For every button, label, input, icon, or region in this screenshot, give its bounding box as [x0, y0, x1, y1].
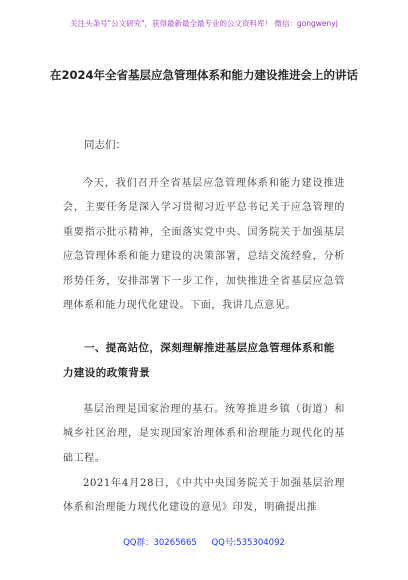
salutation: 同志们： [84, 139, 126, 151]
section-heading-1: 一、提高站位，深刻理解推进基层应急管理体系和能力建设的政策背景 [63, 342, 335, 379]
document-title: 在2024年全省基层应急管理体系和能力建设推进会上的讲话 [49, 68, 358, 82]
footer-qq-group: QQ群：30265665 [123, 538, 197, 548]
header-banner: 关注头条号"公文研究"，获得最新最全最专业的公文资料库！ 微信：gongwenyj [70, 19, 338, 28]
paragraph-basic-governance: 基层治理是国家治理的基石。统筹推进乡镇（街道）和城乡社区治理，是实现国家治理体系和治理能力现代化的基础工程。 [63, 404, 345, 464]
paragraph-policy-date: 2021年4月28日，《中共中央国务院关于加强基层治理体系和治理能力现代化建设的意见》印发，明确提出推 [63, 478, 345, 514]
footer-qq: QQ号:535304092 [211, 538, 285, 548]
paragraph-intro: 今天，我们召开全省基层应急管理体系和能力建设推进会，主要任务是深入学习贯彻习近平总书记关于应急管理的重要指示批示精神，全面落实党中央、国务院关于加强基层应急管理体系和能力建设的决策部署，总结交流经验，分析形势任务，安排部署下一步工作，加快推进全省基层应急管理体系和能力现代化建设。下面，我讲几点意见。 [63, 178, 345, 312]
footer-contact [0, 536, 408, 548]
